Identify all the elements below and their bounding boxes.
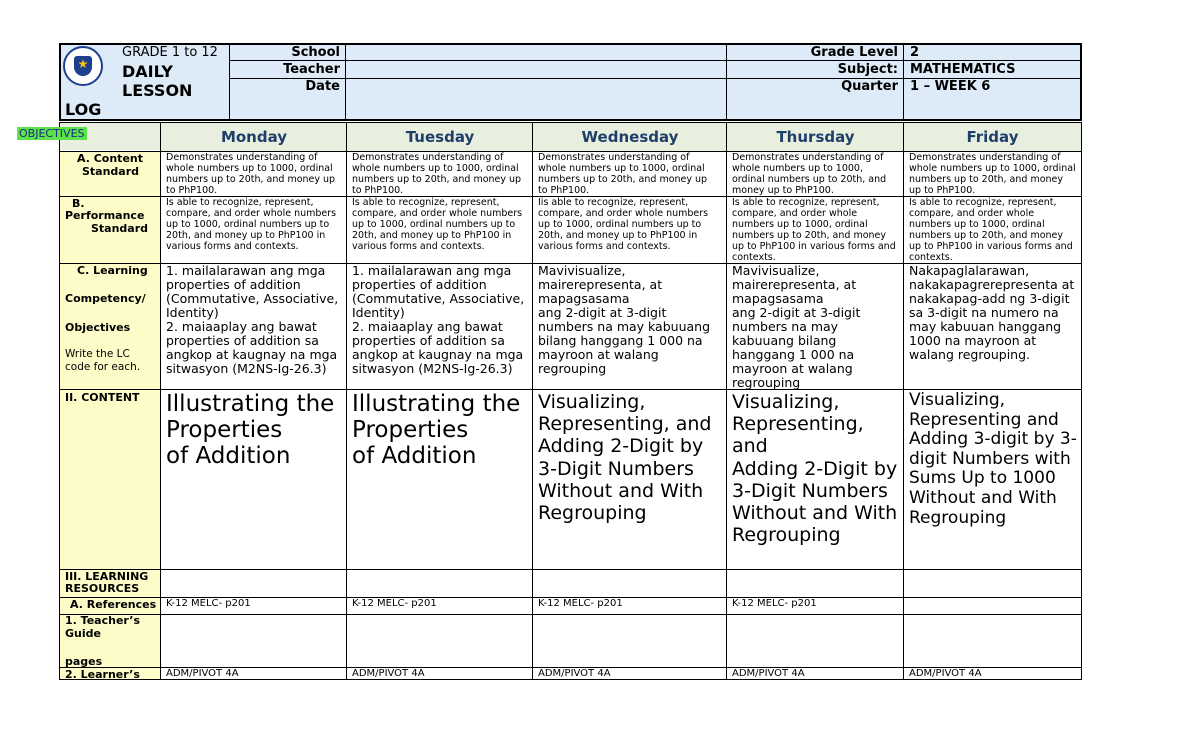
performance-standard-wednesday: Iis able to recognize, represent, compare, and order whole numbers up to 1000, ordinal numbers up to 20th, and money up to PhP100 in various forms and contexts. — [538, 197, 709, 252]
performance-standard-tuesday: Is able to recognize, represent, compare, and order whole numbers up to 1000, ordinal numbers up to 20th, and money up to PhP100 in various forms and contexts. — [352, 197, 523, 252]
content-monday: Illustrating the Properties of Addition — [166, 391, 335, 469]
content-standard-friday: Demonstrates understanding of whole numbers up to 1000, ordinal numbers up to 20th, and money up to PhP100. — [909, 152, 1076, 196]
content-tuesday: Illustrating the Properties of Addition — [352, 391, 521, 469]
references-monday: K-12 MELC- p201 — [166, 598, 251, 609]
content-thursday: Visualizing, Representing, and Adding 2-Digit by 3-Digit Numbers Without and With Regrouping — [732, 391, 898, 547]
competency-label-b: Competency/ — [65, 292, 146, 305]
content-wednesday: Visualizing, Representing, and Adding 2-Digit by 3-Digit Numbers Without and With Regrouping — [538, 391, 712, 525]
content-standard-label-b: Standard — [82, 165, 140, 178]
content-standard-label-a: A. Content — [77, 152, 143, 165]
references-thursday: K-12 MELC- p201 — [732, 598, 817, 609]
performance-label-a: B. — [72, 197, 85, 210]
performance-standard-thursday: Is able to recognize, represent, compare, and order whole numbers up to 1000, ordinal numbers up to 20th, and money up to PhP100 in various forms and contexts. — [732, 197, 896, 263]
title-lesson: LESSON — [122, 81, 193, 100]
learners-wednesday: ADM/PIVOT 4A — [538, 668, 611, 679]
day-header-thursday: Thursday — [727, 123, 904, 152]
performance-standard-friday: Is able to recognize, represent, compare, and order whole numbers up to 1000, ordinal numbers up to 20th, and money up to PhP100 in various forms and contexts. — [909, 197, 1073, 263]
title-daily: DAILY — [122, 62, 173, 81]
learners-friday: ADM/PIVOT 4A — [909, 668, 982, 679]
grade-range: GRADE 1 to 12 — [122, 45, 218, 60]
content-standard-wednesday: Demonstrates understanding of whole numbers up to 1000, ordinal numbers up to 20th, and money up to PhP100. — [538, 152, 708, 196]
teacher-label: Teacher — [283, 62, 340, 77]
competency-tuesday: 1. mailalarawan ang mga properties of addition (Commutative, Associative, Identity) 2. maiaaplay ang bawat properties of addition sa angkop at kaugnay na mga sitwasyon (M2NS-Ig-26.3) — [352, 263, 525, 376]
content-standard-thursday: Demonstrates understanding of whole numbers up to 1000, ordinal numbers up to 20th, and money up to PhP100. — [732, 152, 887, 196]
competency-note: Write the LC code for each. — [65, 348, 141, 373]
deped-seal-icon — [63, 46, 103, 86]
competency-label-a: C. Learning — [77, 264, 148, 277]
content-standard-tuesday: Demonstrates understanding of whole numbers up to 1000, ordinal numbers up to 20th, and money up to PhP100. — [352, 152, 522, 196]
learners-monday: ADM/PIVOT 4A — [166, 668, 239, 679]
title-cell — [59, 43, 229, 121]
quarter-label: Quarter — [841, 79, 898, 94]
competency-wednesday: Mavivisualize, mairerepresenta, at mapagsasama ang 2-digit at 3-digit numbers na may kabuuang bilang hanggang 1 000 na mayroon at walang regrouping — [538, 263, 711, 376]
teachers-guide-label-b: Guide — [65, 627, 101, 640]
references-wednesday: K-12 MELC- p201 — [538, 598, 623, 609]
competency-label-c: Objectives — [65, 321, 131, 334]
competency-thursday: Mavivisualize, mairerepresenta, at mapagsasama ang 2-digit at 3-digit numbers na may kabuuang bilang hanggang 1 000 na mayroon at walang regrouping — [732, 263, 861, 390]
references-tuesday: K-12 MELC- p201 — [352, 598, 437, 609]
day-header-wednesday: Wednesday — [533, 123, 727, 152]
performance-standard-monday: Is able to recognize, represent, compare, and order whole numbers up to 1000, ordinal numbers up to 20th, and money up to PhP100 in various forms and contexts. — [166, 197, 337, 252]
performance-label-c: Standard — [91, 222, 149, 235]
competency-monday: 1. mailalarawan ang mga properties of addition (Commutative, Associative, Identity) 2. maiaaplay ang bawat properties of addition sa angkop at kaugnay na mga sitwasyon (M2NS-Ig-26.3) — [166, 263, 339, 376]
content-label: II. CONTENT — [65, 391, 140, 404]
subject-value: MATHEMATICS — [910, 62, 1016, 77]
learners-label: 2. Learner’s — [65, 668, 140, 681]
teachers-guide-label-a: 1. Teacher’s — [65, 614, 141, 627]
day-header-friday: Friday — [904, 123, 1081, 152]
day-header-monday: Monday — [161, 123, 347, 152]
school-label: School — [291, 45, 340, 60]
learners-tuesday: ADM/PIVOT 4A — [352, 668, 425, 679]
quarter-value: 1 – WEEK 6 — [910, 79, 991, 94]
teachers-guide-label-c: pages — [65, 655, 103, 668]
learners-thursday: ADM/PIVOT 4A — [732, 668, 805, 679]
date-label: Date — [305, 79, 340, 94]
resources-label-b: RESOURCES — [65, 582, 140, 595]
references-label: A. References — [70, 598, 157, 611]
content-standard-monday: Demonstrates understanding of whole numbers up to 1000, ordinal numbers up to 20th, and money up to PhP100. — [166, 152, 336, 196]
title-log: LOG — [65, 100, 102, 119]
resources-label-a: III. LEARNING — [65, 570, 149, 583]
objectives-label: OBJECTIVES — [19, 127, 85, 140]
content-friday: Visualizing, Representing and Adding 3-digit by 3-digit Numbers with Sums Up to 1000 Without and With Regrouping — [909, 390, 1077, 528]
subject-label: Subject: — [837, 62, 898, 77]
day-header-tuesday: Tuesday — [347, 123, 533, 152]
grade-level-label: Grade Level — [810, 45, 898, 60]
grade-level-value: 2 — [910, 45, 920, 60]
performance-label-b: Performance — [65, 209, 145, 222]
competency-friday: Nakapaglalarawan, nakakapagrerepresenta at nakakapag-add ng 3-digit sa 3-digit na numero na may kabuuan hanggang 1000 na mayroon at walang regrouping. — [909, 263, 1075, 362]
